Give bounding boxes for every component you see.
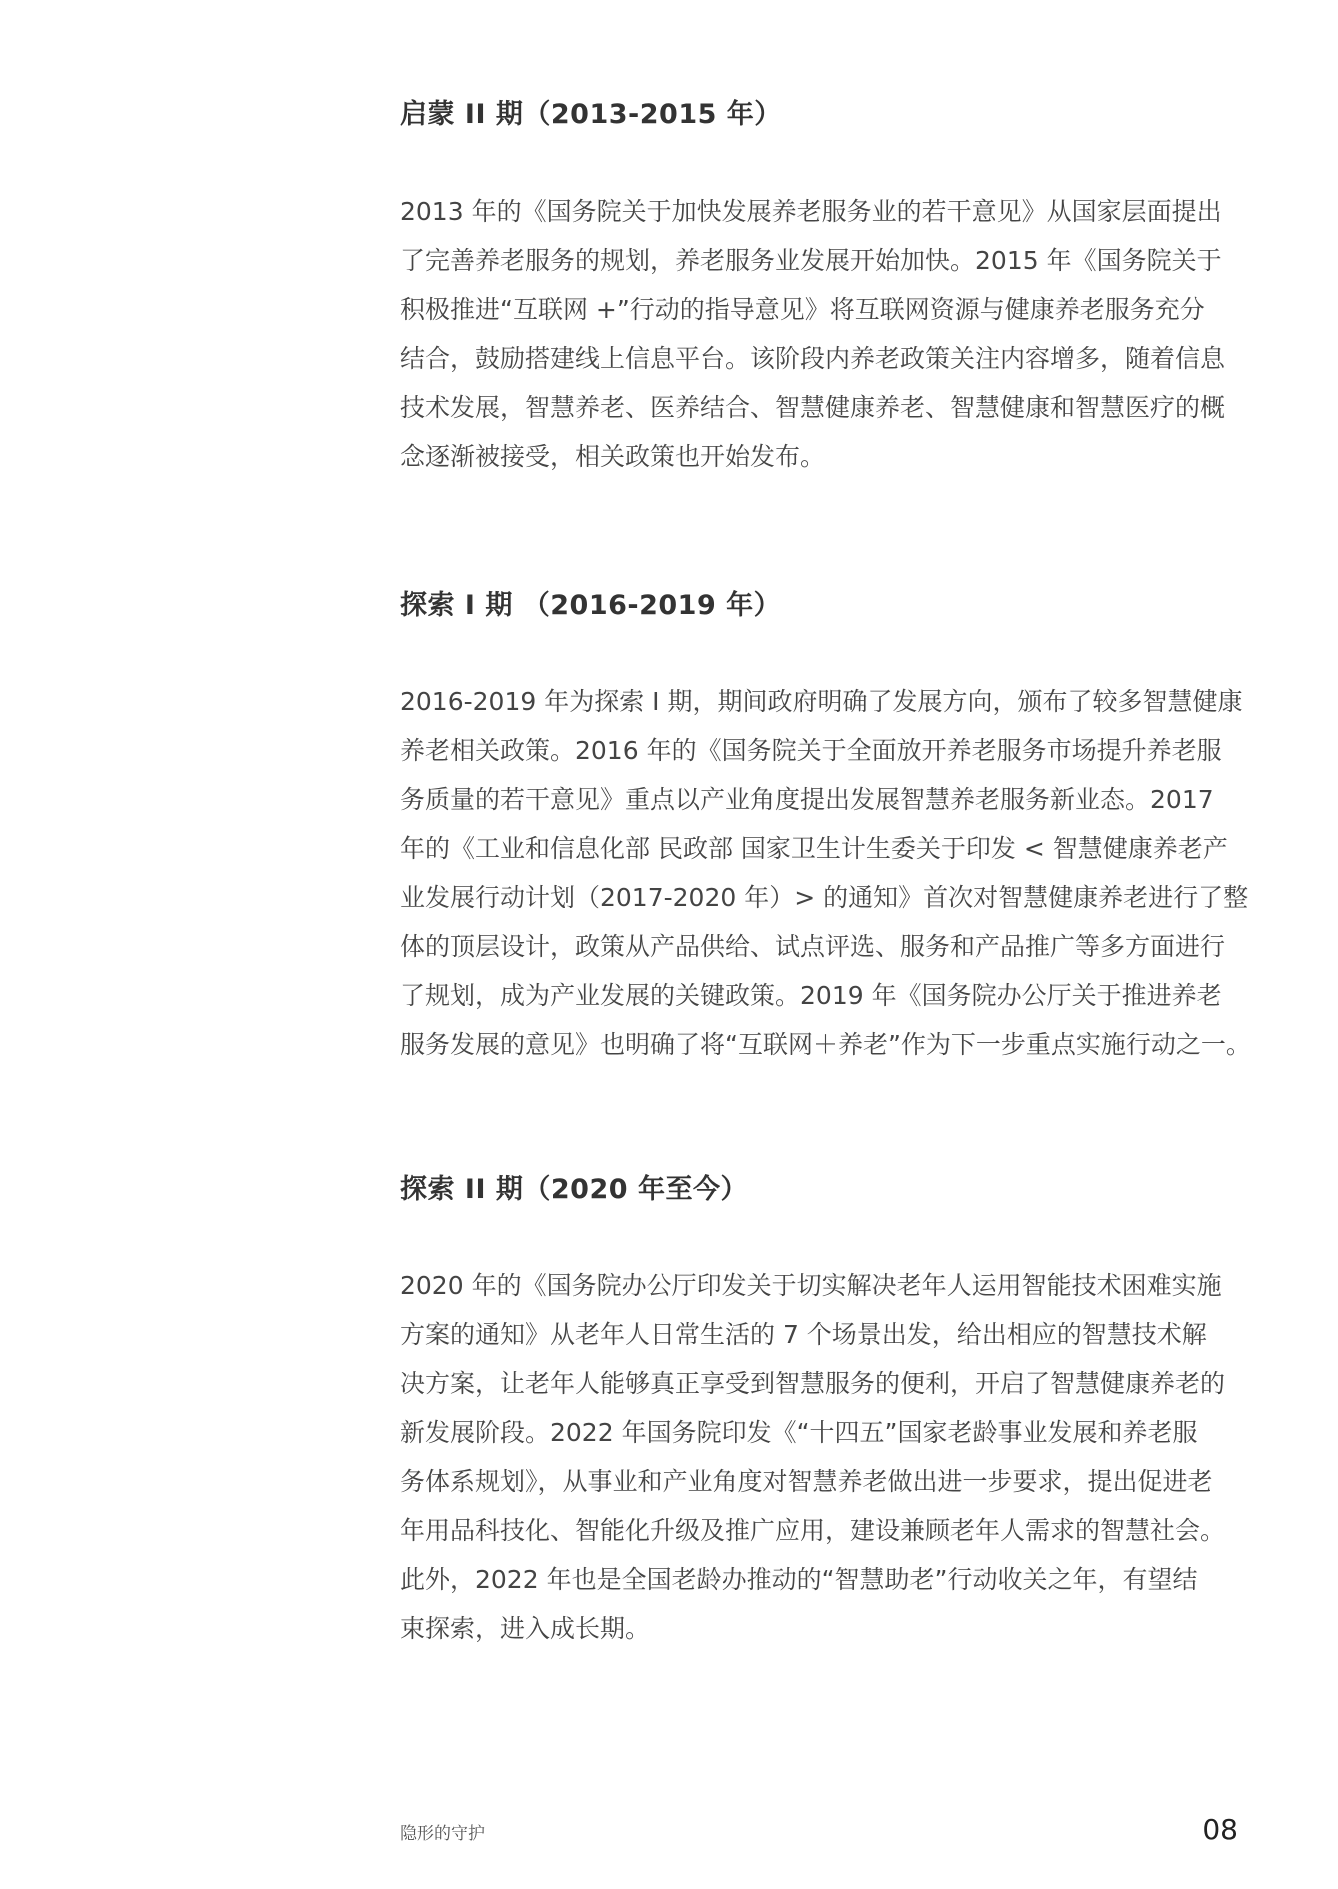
paragraph-line: 年用品科技化、智能化升级及推广应用，建设兼顾老年人需求的智慧社会。 [400, 1516, 1226, 1545]
section-paragraph-tansuo-2 [400, 1261, 1240, 1653]
paragraph-line: 方案的通知》从老年人日常生活的 7 个场景出发，给出相应的智慧技术解 [400, 1320, 1207, 1349]
paragraph-line: 新发展阶段。2022 年国务院印发《“十四五”国家老龄事业发展和养老服 [400, 1418, 1198, 1447]
paragraph-line: 了完善养老服务的规划，养老服务业发展开始加快。2015 年《国务院关于 [400, 246, 1222, 275]
paragraph-line: 了规划，成为产业发展的关键政策。2019 年《国务院办公厅关于推进养老 [400, 981, 1222, 1010]
section-paragraph-qimeng-2 [400, 187, 1240, 481]
paragraph-line: 技术发展，智慧养老、医养结合、智慧健康养老、智慧健康和智慧医疗的概 [400, 393, 1226, 422]
footer-document-title: 隐形的守护 [400, 1824, 485, 1844]
paragraph-line: 服务发展的意见》也明确了将“互联网＋养老”作为下一步重点实施行动之一。 [400, 1030, 1251, 1059]
paragraph-line: 此外，2022 年也是全国老龄办推动的“智慧助老”行动收关之年，有望结 [400, 1565, 1198, 1594]
paragraph-line: 务体系规划》，从事业和产业角度对智慧养老做出进一步要求，提出促进老 [400, 1467, 1213, 1496]
paragraph-line: 业发展行动计划（2017-2020 年）> 的通知》首次对智慧健康养老进行了整 [400, 883, 1249, 912]
paragraph-line: 决方案，让老年人能够真正享受到智慧服务的便利，开启了智慧健康养老的 [400, 1369, 1226, 1398]
paragraph-line: 养老相关政策。2016 年的《国务院关于全面放开养老服务市场提升养老服 [400, 736, 1222, 765]
section-heading-tansuo-2: 探索 II 期（2020 年至今） [400, 1174, 748, 1205]
paragraph-line: 2020 年的《国务院办公厅印发关于切实解决老年人运用智能技术困难实施 [400, 1271, 1222, 1300]
paragraph-line: 体的顶层设计，政策从产品供给、试点评选、服务和产品推广等多方面进行 [400, 932, 1226, 961]
paragraph-line: 念逐渐被接受，相关政策也开始发布。 [400, 442, 826, 471]
paragraph-line: 务质量的若干意见》重点以产业角度提出发展智慧养老服务新业态。2017 [400, 785, 1214, 814]
section-paragraph-tansuo-1 [400, 677, 1251, 1069]
paragraph-line: 束探索，进入成长期。 [400, 1614, 651, 1643]
paragraph-line: 年的《工业和信息化部 民政部 国家卫生计生委关于印发 < 智慧健康养老产 [400, 834, 1228, 863]
paragraph-line: 2016-2019 年为探索 I 期，期间政府明确了发展方向，颁布了较多智慧健康 [400, 687, 1243, 716]
paragraph-line: 积极推进“互联网 +”行动的指导意见》将互联网资源与健康养老服务充分 [400, 295, 1205, 324]
paragraph-line: 2013 年的《国务院关于加快发展养老服务业的若干意见》从国家层面提出 [400, 197, 1222, 226]
paragraph-line: 结合，鼓励搭建线上信息平台。该阶段内养老政策关注内容增多，随着信息 [400, 344, 1226, 373]
section-heading-tansuo-1: 探索 I 期 （2016-2019 年） [400, 590, 782, 621]
section-heading-qimeng-2: 启蒙 II 期（2013-2015 年） [400, 99, 782, 130]
page-number: 08 [1202, 1813, 1238, 1846]
